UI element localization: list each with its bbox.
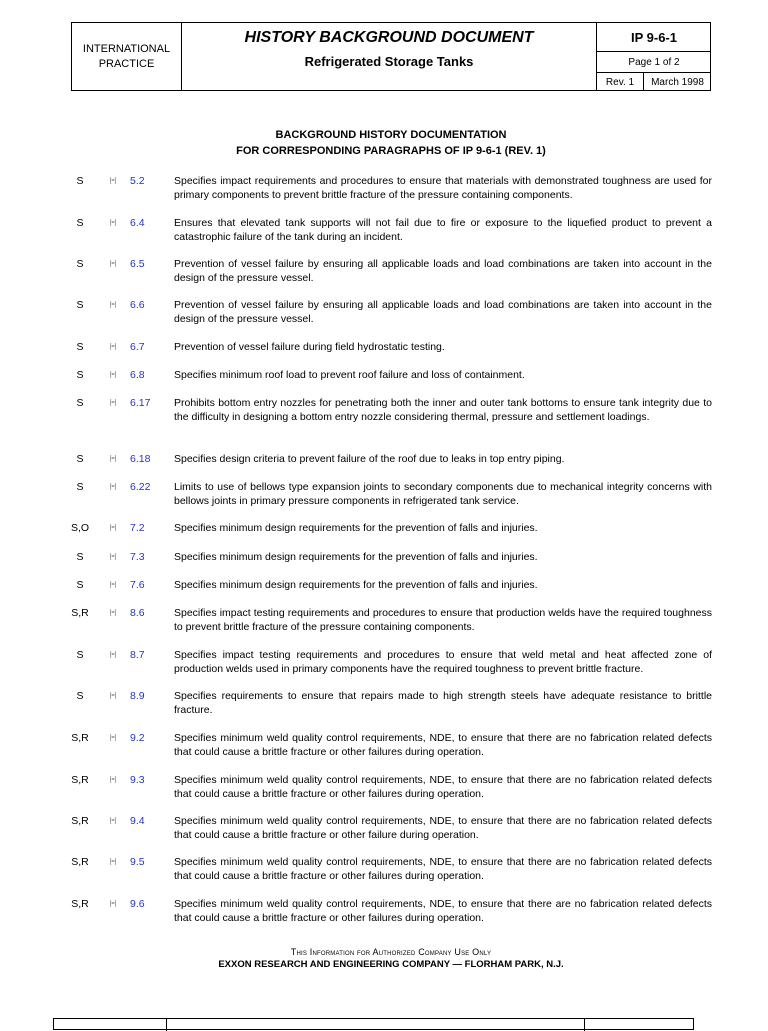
paragraph-description: Specifies minimum design requirements for the prevention of falls and injuries.	[174, 579, 538, 591]
classification-code: S,R	[71, 607, 89, 619]
change-mark: [=]	[109, 610, 117, 616]
classification-code: S	[76, 299, 84, 311]
paragraph-description: Specifies minimum roof load to prevent roof failure and loss of containment.	[174, 369, 525, 381]
paragraph-description: Prohibits bottom entry nozzles for penetrating both the inner and outer tank bottoms to ensure tank integrity due to the difficulty in designing a bottom entry nozzle considering thermal, pressure and settlement loadings.	[174, 397, 712, 423]
classification-code: S	[76, 481, 84, 493]
classification-code: S	[76, 258, 84, 270]
paragraph-description: Prevention of vessel failure by ensuring all applicable loads and load combinations are taken into account in the design of the pressure vessel.	[174, 258, 712, 284]
classification-code: S	[76, 649, 84, 661]
paragraph-description: Specifies requirements to ensure that repairs made to high strength steels have adequate resistance to brittle fracture.	[174, 690, 712, 716]
org-line-1: INTERNATIONAL	[82, 42, 171, 55]
paragraph-description: Specifies minimum weld quality control requirements, NDE, to ensure that there are no fabrication related defects that could cause a brittle fracture or other failures during operation.	[174, 856, 712, 882]
change-mark: [=]	[109, 554, 117, 560]
paragraph-number: 8.7	[130, 649, 145, 661]
box-divider	[166, 1019, 167, 1031]
change-mark: [=]	[109, 484, 117, 490]
paragraph-description: Specifies design criteria to prevent failure of the roof due to leaks in top entry piping.	[174, 453, 565, 465]
classification-code: S	[76, 369, 84, 381]
change-mark: [=]	[109, 818, 117, 824]
paragraph-description: Ensures that elevated tank supports will not fail due to fire or exposure to the liquefied product to prevent a catastrophic failure of the tank during an incident.	[174, 217, 712, 243]
revision-label: Rev. 1	[597, 73, 644, 91]
paragraph-number: 6.17	[130, 397, 151, 409]
section-heading-line-2: FOR CORRESPONDING PARAGRAPHS OF IP 9-6-1 (REV. 1)	[236, 145, 546, 157]
paragraph-description: Specifies impact requirements and procedures to ensure that materials with demonstrated toughness are used for primary components to prevent brittle fracture of the pressure containing components.	[174, 175, 712, 201]
section-heading	[71, 127, 711, 159]
change-mark: [=]	[109, 220, 117, 226]
document-number: IP 9-6-1	[597, 23, 711, 52]
classification-code: S,R	[71, 774, 89, 786]
paragraph-description: Specifies impact testing requirements and procedures to ensure that weld metal and heat affected zone of production welds used in primary components have the required toughness to prevent brittle fracture.	[174, 649, 712, 675]
paragraph-description: Specifies minimum weld quality control requirements, NDE, to ensure that there are no fabrication related defects that could cause a brittle fracture or other failures during operation.	[174, 774, 712, 800]
paragraph-number: 9.4	[130, 815, 145, 827]
change-mark: [=]	[109, 777, 117, 783]
footer-notice: This Information for Authorized Company Use Only	[290, 947, 492, 957]
change-mark: [=]	[109, 261, 117, 267]
change-mark: [=]	[109, 652, 117, 658]
document-header	[71, 22, 711, 91]
classification-code: S	[76, 579, 84, 591]
paragraph-number: 5.2	[130, 175, 145, 187]
classification-code: S,R	[71, 898, 89, 910]
paragraph-number: 8.6	[130, 607, 145, 619]
paragraph-number: 6.5	[130, 258, 145, 270]
change-mark: [=]	[109, 372, 117, 378]
paragraph-description: Specifies minimum weld quality control requirements, NDE, to ensure that there are no fabrication related defects that could cause a brittle fracture or other failures during operation.	[174, 732, 712, 758]
change-mark: [=]	[109, 859, 117, 865]
classification-code: S,R	[71, 815, 89, 827]
paragraph-description: Prevention of vessel failure by ensuring all applicable loads and load combinations are taken into account in the design of the pressure vessel.	[174, 299, 712, 325]
paragraph-number: 9.2	[130, 732, 145, 744]
next-page-header-edge	[53, 1018, 694, 1030]
paragraph-number: 7.2	[130, 522, 145, 534]
page-indicator: Page 1 of 2	[597, 52, 711, 73]
paragraph-number: 8.9	[130, 690, 145, 702]
box-divider	[584, 1019, 585, 1031]
classification-code: S	[76, 453, 84, 465]
paragraph-number: 9.3	[130, 774, 145, 786]
paragraph-number: 7.3	[130, 551, 145, 563]
change-mark: [=]	[109, 582, 117, 588]
document-title: HISTORY BACKGROUND DOCUMENT	[244, 29, 534, 46]
classification-code: S	[76, 551, 84, 563]
paragraph-description: Specifies minimum weld quality control requirements, NDE, to ensure that there are no fabrication related defects that could cause a brittle fracture or other failure during operation.	[174, 815, 712, 841]
revision-date: March 1998	[651, 76, 704, 88]
paragraph-number: 6.7	[130, 341, 145, 353]
paragraph-number: 6.8	[130, 369, 145, 381]
change-mark: [=]	[109, 901, 117, 907]
header-title-block	[182, 23, 596, 90]
paragraph-number: 6.22	[130, 481, 151, 493]
paragraph-number: 6.6	[130, 299, 145, 311]
paragraph-number: 9.5	[130, 856, 145, 868]
document-subtitle: Refrigerated Storage Tanks	[304, 54, 474, 69]
classification-code: S	[76, 690, 84, 702]
change-mark: [=]	[109, 302, 117, 308]
classification-code: S	[76, 397, 84, 409]
classification-code: S,O	[70, 522, 90, 534]
change-mark: [=]	[109, 344, 117, 350]
classification-code: S	[76, 341, 84, 353]
header-meta-block	[596, 23, 711, 90]
paragraph-description: Specifies minimum design requirements for the prevention of falls and injuries.	[174, 551, 538, 563]
classification-code: S	[76, 217, 84, 229]
paragraph-number: 6.18	[130, 453, 151, 465]
change-mark: [=]	[109, 456, 117, 462]
section-heading-line-1: BACKGROUND HISTORY DOCUMENTATION	[275, 129, 507, 141]
change-mark: [=]	[109, 178, 117, 184]
paragraph-number: 7.6	[130, 579, 145, 591]
page-footer	[71, 947, 711, 970]
footer-company: EXXON RESEARCH AND ENGINEERING COMPANY — FLORHAM PARK, N.J.	[218, 959, 564, 970]
paragraph-description: Specifies impact testing requirements and procedures to ensure that production welds have the required toughness to prevent brittle fracture of the pressure containing components.	[174, 607, 712, 633]
change-mark: [=]	[109, 400, 117, 406]
org-label	[72, 23, 182, 90]
paragraph-description: Specifies minimum weld quality control requirements, NDE, to ensure that there are no fabrication related defects that could cause a brittle fracture or other failures during operation.	[174, 898, 712, 924]
change-mark: [=]	[109, 693, 117, 699]
paragraph-description: Limits to use of bellows type expansion joints to secondary components due to mechanical integrity concerns with bellows joints in primary pressure components in refrigerated tank service.	[174, 481, 712, 507]
paragraph-description: Prevention of vessel failure during field hydrostatic testing.	[174, 341, 445, 353]
classification-code: S,R	[71, 856, 89, 868]
change-mark: [=]	[109, 735, 117, 741]
paragraph-number: 9.6	[130, 898, 145, 910]
paragraph-number: 6.4	[130, 217, 145, 229]
change-mark: [=]	[109, 525, 117, 531]
paragraph-description: Specifies minimum design requirements for the prevention of falls and injuries.	[174, 522, 538, 534]
org-line-2: PRACTICE	[98, 57, 155, 70]
classification-code: S,R	[71, 732, 89, 744]
revision-row	[597, 73, 711, 91]
classification-code: S	[76, 175, 84, 187]
